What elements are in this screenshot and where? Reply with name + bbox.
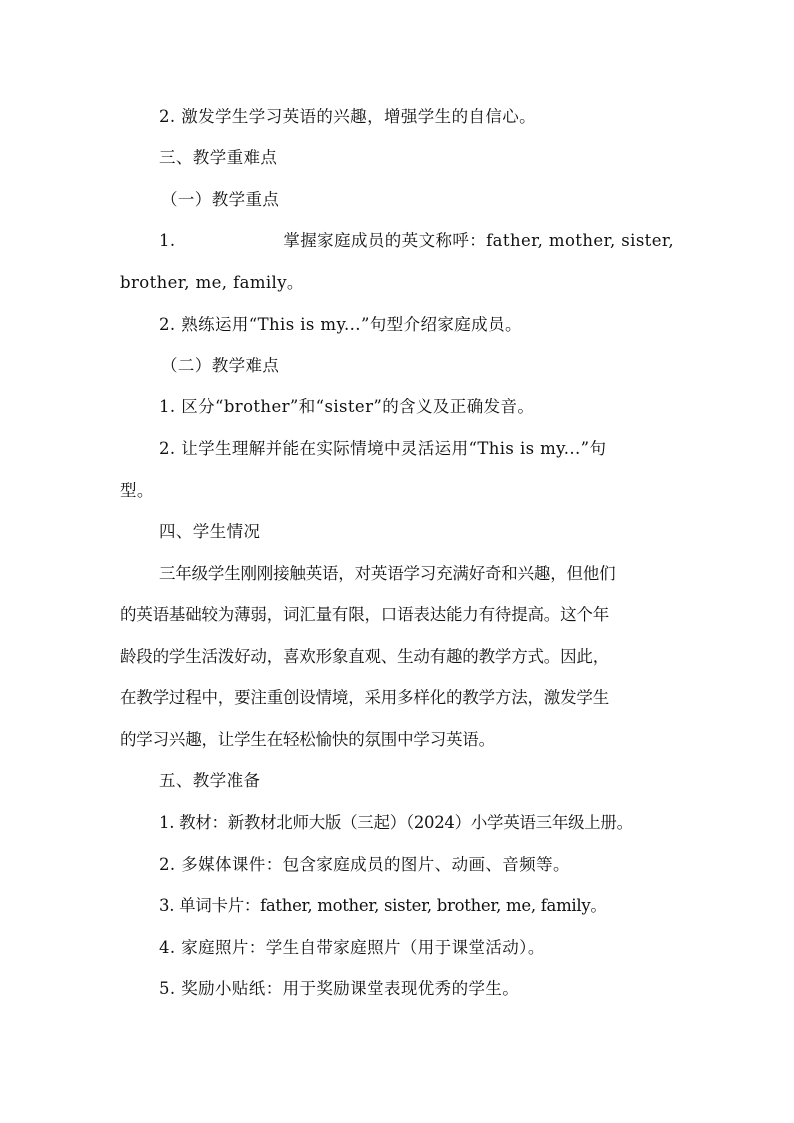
student-situation-line-3: 龄段的学生活泼好动，喜欢形象直观、生动有趣的教学方式。因此， — [120, 647, 610, 666]
key-point-1-text: 掌握家庭成员的英文称呼：father, mother, sister, — [283, 231, 674, 250]
key-point-1-number: 1. — [159, 231, 176, 250]
difficult-point-2-continuation: 型。 — [120, 481, 154, 500]
student-situation-line-4: 在教学过程中，要注重创设情境，采用多样化的教学方法，激发学生 — [120, 688, 610, 707]
objective-2: 2. 激发学生学习英语的兴趣，增强学生的自信心。 — [159, 107, 537, 126]
preparation-item-1: 1. 教材：新教材北师大版（三起）（2024）小学英语三年级上册。 — [159, 813, 633, 832]
student-situation-line-5: 的学习兴趣，让学生在轻松愉快的氛围中学习英语。 — [120, 730, 495, 749]
difficult-point-2: 2. 让学生理解并能在实际情境中灵活运用“This is my...”句 — [159, 439, 607, 458]
preparation-item-5: 5. 奖励小贴纸：用于奖励课堂表现优秀的学生。 — [159, 979, 520, 998]
student-situation-line-1: 三年级学生刚刚接触英语，对英语学习充满好奇和兴趣，但他们 — [159, 564, 616, 583]
section-heading-key-difficult-points: 三、教学重难点 — [159, 148, 278, 167]
difficult-point-1: 1. 区分“brother”和“sister”的含义及正确发音。 — [159, 397, 535, 416]
subsection-heading-difficult-points: （二）教学难点 — [161, 356, 280, 375]
key-point-1-continuation: brother, me, family。 — [120, 273, 304, 292]
key-point-2: 2. 熟练运用“This is my...”句型介绍家庭成员。 — [159, 315, 522, 334]
preparation-item-4: 4. 家庭照片：学生自带家庭照片（用于课堂活动）。 — [159, 938, 545, 957]
section-heading-teaching-preparation: 五、教学准备 — [159, 771, 261, 790]
preparation-item-3: 3. 单词卡片：father, mother, sister, brother, me, family。 — [159, 896, 607, 915]
student-situation-line-2: 的英语基础较为薄弱，词汇量有限，口语表达能力有待提高。这个年 — [120, 605, 610, 624]
key-point-1 — [159, 233, 674, 250]
subsection-heading-key-points: （一）教学重点 — [161, 190, 280, 209]
section-heading-student-situation: 四、学生情况 — [159, 522, 261, 541]
preparation-item-2: 2. 多媒体课件：包含家庭成员的图片、动画、音频等。 — [159, 855, 570, 874]
